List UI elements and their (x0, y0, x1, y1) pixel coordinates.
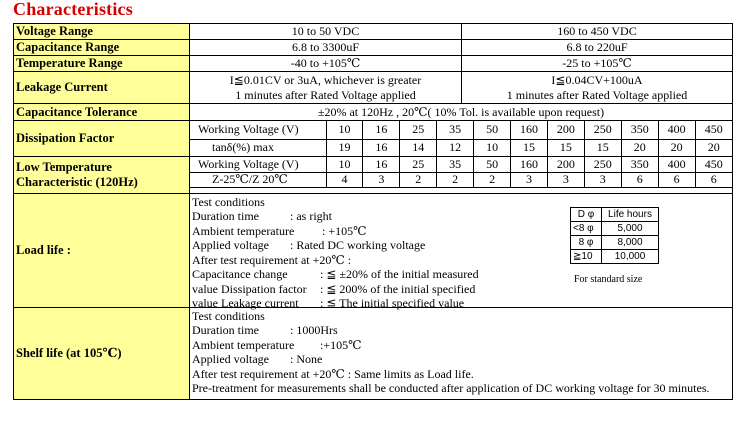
capacitance-tolerance-row (14, 104, 733, 121)
load-life-line: Duration time : as right (192, 209, 332, 223)
shelf-life-line: Applied voltage : None (192, 352, 323, 366)
load-life-line: Ambient temperature : +105℃ (192, 223, 367, 238)
lt-voltage-cell: 35 (437, 157, 474, 172)
lt-voltage-cell: 200 (547, 157, 584, 172)
df-tand-cell: 15 (584, 139, 621, 156)
leakage-low-line-2: 1 minutes after Rated Voltage applied (235, 87, 416, 102)
df-voltage-row (190, 121, 732, 139)
temperature-range-high: -25 to +105℃ (462, 56, 733, 72)
load-life-line: Applied voltage : Rated DC working voltage (192, 238, 426, 252)
df-tand-cell: 15 (511, 139, 548, 156)
voltage-range-label: Voltage Range (14, 24, 190, 40)
capacitance-range-low: 6.8 to 3300uF (190, 40, 462, 56)
voltage-range-low: 10 to 50 VDC (190, 24, 462, 40)
life-hours-value: 8,000 (602, 235, 659, 249)
load-life-line: Capacitance change : ≦ ±20% of the initial measured (192, 267, 479, 281)
low-temperature-row (14, 157, 733, 194)
dissipation-factor-row (14, 121, 733, 157)
df-tand-cell: 15 (547, 139, 584, 156)
voltage-range-high: 160 to 450 VDC (462, 24, 733, 40)
lt-ratio-cell: 3 (363, 172, 400, 187)
dissipation-factor-grid (190, 121, 732, 156)
df-voltage-cell: 16 (363, 121, 400, 139)
life-hours-head-hours: Life hours (602, 207, 659, 221)
capacitance-tolerance-label: Capacitance Tolerance (14, 104, 190, 121)
shelf-life-line: After test requirement at +20℃ : Same limits as Load life. (192, 366, 474, 381)
lt-ratio-cell: 3 (584, 172, 621, 187)
df-tand-cell: 19 (326, 139, 363, 156)
df-tand-cell: 14 (400, 139, 437, 156)
life-hours-value: 5,000 (602, 221, 659, 235)
lt-ratio-cell: 6 (695, 172, 732, 187)
df-tand-cell: 10 (474, 139, 511, 156)
shelf-life-line: Test conditions (192, 308, 265, 323)
life-hours-value: 10,000 (602, 249, 659, 263)
leakage-current-row (14, 72, 733, 104)
df-tand-row (190, 139, 732, 156)
load-life-line: After test requirement at +20℃ : (192, 252, 352, 267)
load-life-content (190, 193, 733, 310)
low-temperature-grid (190, 157, 732, 193)
lt-voltage-cell: 450 (695, 157, 732, 172)
df-voltage-cell: 160 (511, 121, 548, 139)
shelf-life-line: Ambient temperature :+105℃ (192, 337, 362, 352)
leakage-current-low (190, 72, 462, 104)
lt-voltage-cell: 250 (584, 157, 621, 172)
life-hours-diameter: 8 φ (571, 235, 602, 249)
leakage-current-label: Leakage Current (14, 72, 190, 104)
capacitance-range-label: Capacitance Range (14, 40, 190, 56)
load-life-row (14, 193, 733, 307)
lt-ratio-cell: 2 (437, 172, 474, 187)
dissipation-factor-label: Dissipation Factor (14, 121, 190, 157)
low-temperature-label (14, 157, 190, 194)
load-life-line: Test conditions (192, 194, 265, 209)
df-voltage-cell: 350 (621, 121, 658, 139)
df-tand-cell: 12 (437, 139, 474, 156)
lt-ratio-cell: 6 (658, 172, 695, 187)
voltage-range-row (14, 24, 733, 40)
page-title: Characteristics (13, 0, 133, 19)
lt-ratio-cell: 4 (326, 172, 363, 187)
characteristics-table (13, 23, 733, 400)
life-hours-diameter: ≧10 (571, 249, 602, 263)
lt-voltage-cell: 10 (326, 157, 363, 172)
temperature-range-label: Temperature Range (14, 56, 190, 72)
leakage-current-high (462, 72, 733, 104)
df-tand-cell: 20 (621, 139, 658, 156)
lt-ratio-row (190, 172, 732, 187)
leakage-high-line-2: 1 minutes after Rated Voltage applied (506, 87, 688, 102)
lt-ratio-cell: 3 (511, 172, 548, 187)
shelf-life-label: Shelf life (at 105℃) (14, 307, 190, 399)
lt-ratio-label: Z-25℃/Z 20℃ (190, 172, 326, 187)
lt-voltage-cell: 50 (474, 157, 511, 172)
temperature-range-low: -40 to +105℃ (190, 56, 462, 72)
lt-voltage-cell: 25 (400, 157, 437, 172)
shelf-life-row (14, 307, 733, 399)
lt-voltage-cell: 16 (363, 157, 400, 172)
capacitance-range-row (14, 40, 733, 56)
temperature-range-row (14, 56, 733, 72)
shelf-life-line: Duration time : 1000Hrs (192, 323, 338, 337)
capacitance-tolerance-value: ±20% at 120Hz , 20℃( 10% Tol. is available upon request) (190, 104, 733, 121)
life-hours-table (570, 207, 659, 264)
lt-ratio-cell: 6 (621, 172, 658, 187)
lt-voltage-cell: 350 (621, 157, 658, 172)
shelf-life-content (190, 307, 733, 399)
pretreatment-text: Pre-treatment for measurements shall be conducted after application of DC working voltage for 30 minutes. (192, 381, 710, 395)
lt-voltage-cell: 400 (658, 157, 695, 172)
life-hours-head-d: D φ (571, 207, 602, 221)
low-temperature-label-1: Low Temperature (16, 160, 112, 175)
standard-size-note: For standard size (574, 273, 643, 285)
capacitance-range-high: 6.8 to 220uF (462, 40, 733, 56)
df-voltage-label: Working Voltage (V) (190, 121, 326, 139)
df-tand-cell: 20 (658, 139, 695, 156)
df-tand-cell: 20 (695, 139, 732, 156)
df-voltage-cell: 10 (326, 121, 363, 139)
df-voltage-cell: 200 (547, 121, 584, 139)
df-voltage-cell: 35 (437, 121, 474, 139)
df-tand-cell: 16 (363, 139, 400, 156)
leakage-high-line-1: I≦0.04CV+100uA (551, 73, 643, 87)
load-life-label: Load life : (14, 193, 190, 307)
lt-voltage-row (190, 157, 732, 172)
lt-ratio-cell: 3 (547, 172, 584, 187)
lt-ratio-cell: 2 (400, 172, 437, 187)
df-voltage-cell: 450 (695, 121, 732, 139)
df-voltage-cell: 25 (400, 121, 437, 139)
df-voltage-cell: 250 (584, 121, 621, 139)
lt-voltage-cell: 160 (511, 157, 548, 172)
lt-voltage-label: Working Voltage (V) (190, 157, 326, 172)
leakage-low-line-1: I≦0.01CV or 3uA, whichever is greater (229, 73, 422, 87)
df-voltage-cell: 400 (658, 121, 695, 139)
load-life-line: value Dissipation factor : ≦ 200% of the initial specified (192, 281, 476, 296)
load-life-line: value Leakage current : ≦ The initial specified value (192, 296, 465, 310)
life-hours-diameter: <8 φ (571, 221, 602, 235)
lt-ratio-cell: 2 (474, 172, 511, 187)
low-temperature-label-2: Characteristic (120Hz) (16, 174, 138, 189)
df-tand-label: tanδ(%) max (190, 139, 326, 156)
df-voltage-cell: 50 (474, 121, 511, 139)
